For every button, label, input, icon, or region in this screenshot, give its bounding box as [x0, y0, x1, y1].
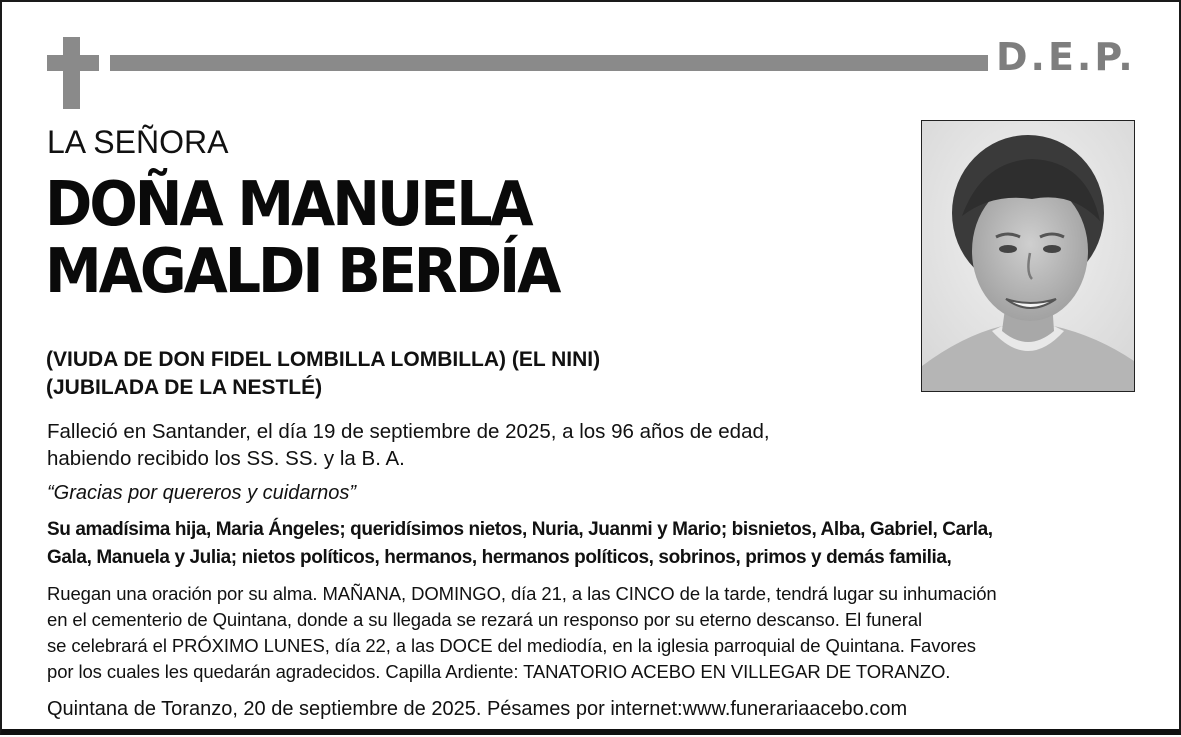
- name-line-2: MAGALDI BERDÍA: [45, 235, 559, 307]
- subtitle-line-1: (VIUDA DE DON FIDEL LOMBILLA LOMBILLA) (EL NINI): [46, 348, 601, 371]
- portrait-photo: [921, 120, 1135, 392]
- dep-label: D.E.P.: [996, 35, 1136, 79]
- prayer-line-3: se celebrará el PRÓXIMO LUNES, día 22, a las DOCE del mediodía, en la iglesia parroquial de Quintana. Favores: [47, 635, 976, 656]
- prayer-paragraph: [47, 581, 997, 685]
- prayer-line-1: Ruegan una oración por su alma. MAÑANA, DOMINGO, día 21, a las CINCO de la tarde, tendrá lugar su inhumación: [47, 583, 997, 604]
- cross-icon: [47, 37, 99, 109]
- title-prefix: LA SEÑORA: [47, 124, 229, 160]
- prayer-line-2: en el cementerio de Quintana, donde a su llegada se rezará un responso por su eterno descanso. El funeral: [47, 609, 922, 630]
- quote: “Gracias por quereros y cuidarnos”: [47, 482, 357, 504]
- family-list: [47, 516, 993, 572]
- name-line-1: DOÑA MANUELA: [45, 168, 531, 241]
- portrait-icon: [922, 121, 1134, 391]
- family-line-2: Gala, Manuela y Julia; nietos políticos, hermanos, hermanos políticos, sobrinos, primos y demás familia,: [47, 547, 952, 568]
- death-line-2: habiendo recibido los SS. SS. y la B. A.: [47, 447, 405, 470]
- subtitle: [46, 346, 600, 402]
- footer-line: Quintana de Toranzo, 20 de septiembre de 2025. Pésames por internet:www.funerariaacebo.com: [47, 698, 908, 720]
- header-rule: [110, 55, 988, 71]
- death-line-1: Falleció en Santander, el día 19 de septiembre de 2025, a los 96 años de edad,: [47, 420, 770, 443]
- death-notice: [47, 418, 770, 472]
- prayer-line-4: por los cuales les quedarán agradecidos. Capilla Ardiente: TANATORIO ACEBO EN VILLEGAR DE TORANZO.: [47, 661, 951, 682]
- family-line-1: Su amadísima hija, Maria Ángeles; queridísimos nietos, Nuria, Juanmi y Mario; bisnietos, Alba, Gabriel, Carla,: [47, 519, 993, 540]
- subtitle-line-2: (JUBILADA DE LA NESTLÉ): [46, 376, 323, 399]
- deceased-name: [45, 168, 559, 307]
